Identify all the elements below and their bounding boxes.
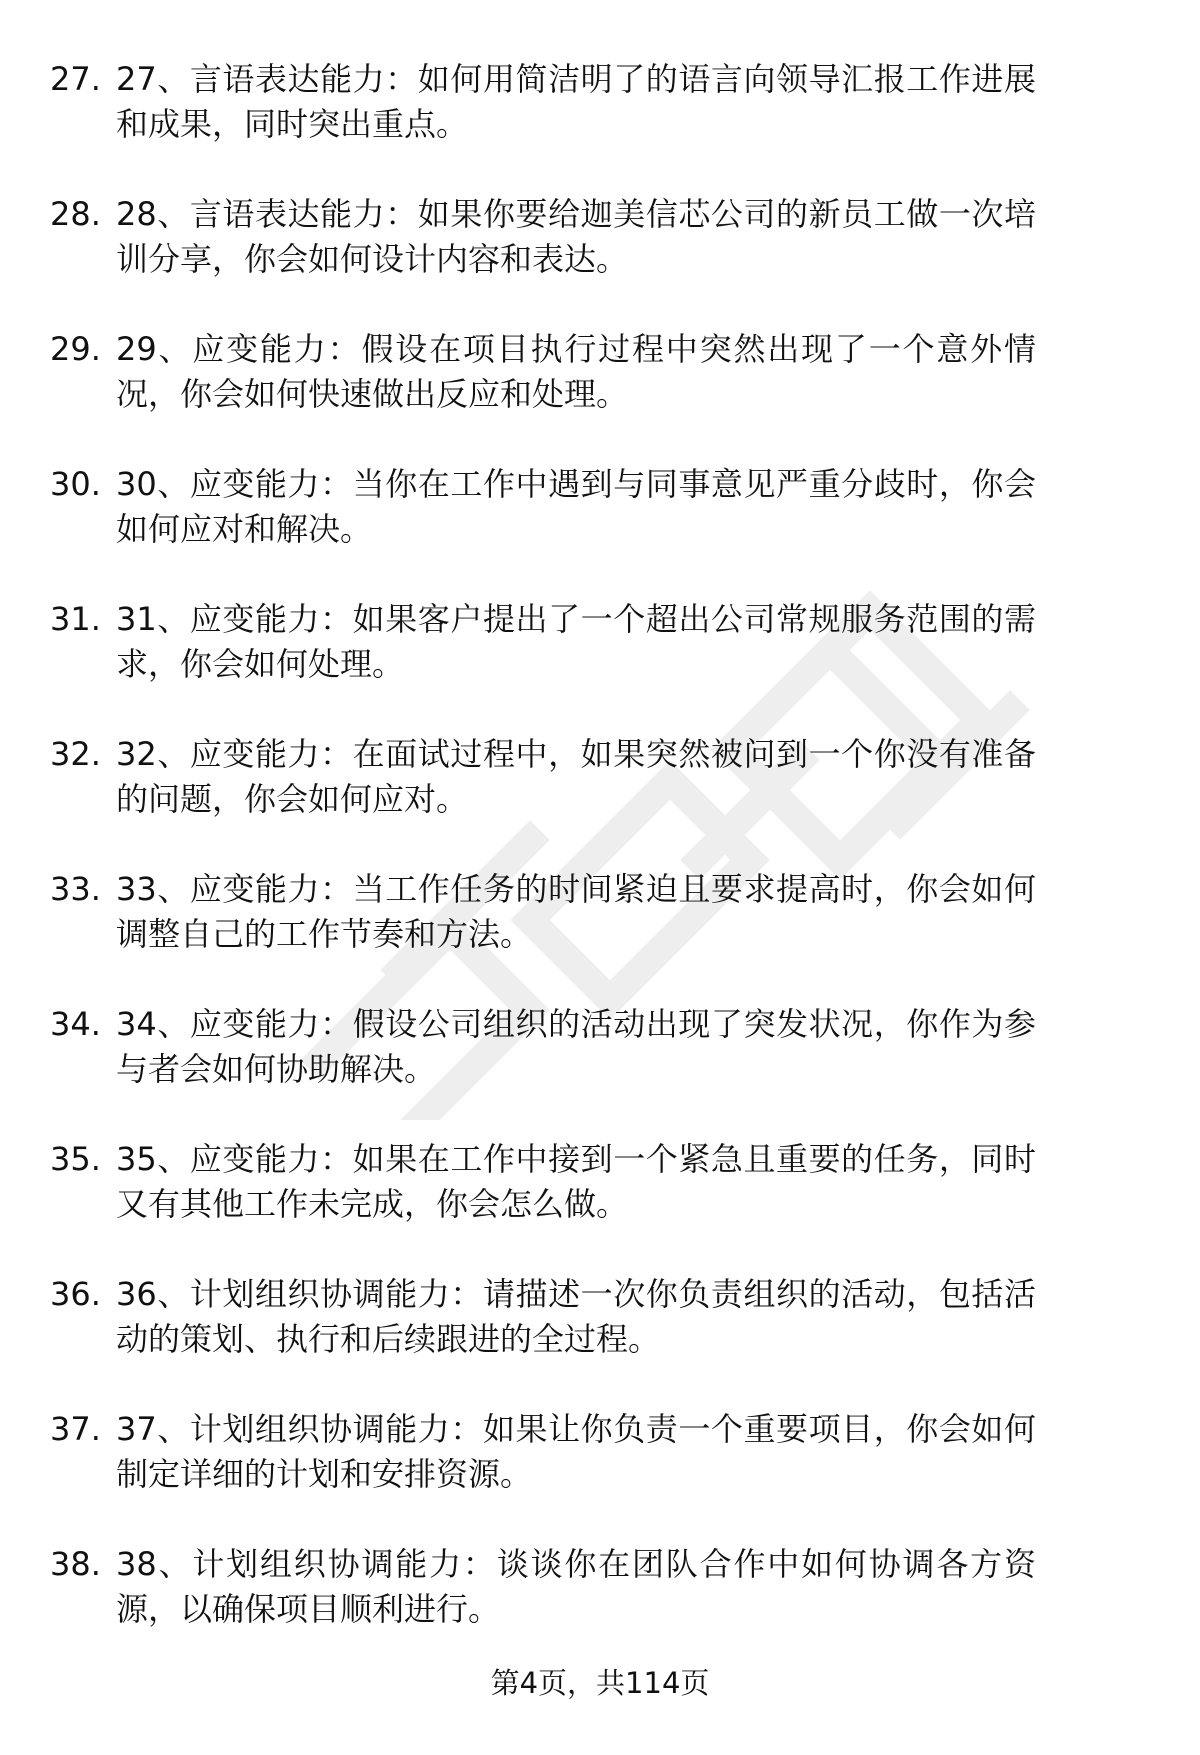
question-text: 30、应变能力：当你在工作中遇到与同事意见严重分歧时，你会如何应对和解决。 <box>116 465 1036 548</box>
list-item <box>0 597 1200 732</box>
list-item <box>0 462 1200 597</box>
question-text: 38、计划组织协调能力：谈谈你在团队合作中如何协调各方资源，以确保项目顺利进行。 <box>116 1545 1036 1628</box>
question-number: 34. <box>50 1005 101 1043</box>
question-text: 32、应变能力：在面试过程中，如果突然被问到一个你没有准备的问题，你会如何应对。 <box>116 735 1036 818</box>
list-item <box>0 327 1200 462</box>
question-number: 27. <box>50 60 101 98</box>
list-item <box>0 57 1200 192</box>
list-item <box>0 1137 1200 1272</box>
list-item <box>0 867 1200 1002</box>
page-indicator: 第4页，共114页 <box>490 1666 710 1700</box>
list-item <box>0 1542 1200 1677</box>
question-text: 29、应变能力：假设在项目执行过程中突然出现了一个意外情况，你会如何快速做出反应和处理。 <box>116 330 1036 413</box>
question-number: 28. <box>50 195 101 233</box>
question-number: 38. <box>50 1545 101 1583</box>
question-text: 33、应变能力：当工作任务的时间紧迫且要求提高时，你会如何调整自己的工作节奏和方法。 <box>116 870 1036 953</box>
question-number: 29. <box>50 330 101 368</box>
list-item <box>0 1002 1200 1137</box>
list-item <box>0 1272 1200 1407</box>
question-text: 31、应变能力：如果客户提出了一个超出公司常规服务范围的需求，你会如何处理。 <box>116 600 1036 683</box>
question-text: 37、计划组织协调能力：如果让你负责一个重要项目，你会如何制定详细的计划和安排资源。 <box>116 1410 1036 1493</box>
question-number: 31. <box>50 600 101 638</box>
question-text: 34、应变能力：假设公司组织的活动出现了突发状况，你作为参与者会如何协助解决。 <box>116 1005 1036 1088</box>
list-item <box>0 732 1200 867</box>
question-number: 36. <box>50 1275 101 1313</box>
question-text: 27、言语表达能力：如何用简洁明了的语言向领导汇报工作进展和成果，同时突出重点。 <box>116 60 1036 143</box>
list-item <box>0 192 1200 327</box>
question-number: 32. <box>50 735 101 773</box>
question-list <box>0 57 1200 1677</box>
question-number: 35. <box>50 1140 101 1178</box>
question-number: 30. <box>50 465 101 503</box>
list-item <box>0 1407 1200 1542</box>
question-number: 33. <box>50 870 101 908</box>
question-text: 28、言语表达能力：如果你要给迦美信芯公司的新员工做一次培训分享，你会如何设计内容和表达。 <box>116 195 1036 278</box>
question-text: 35、应变能力：如果在工作中接到一个紧急且重要的任务，同时又有其他工作未完成，你会怎么做。 <box>116 1140 1036 1223</box>
question-number: 37. <box>50 1410 101 1448</box>
question-text: 36、计划组织协调能力：请描述一次你负责组织的活动，包括活动的策划、执行和后续跟进的全过程。 <box>116 1275 1036 1358</box>
